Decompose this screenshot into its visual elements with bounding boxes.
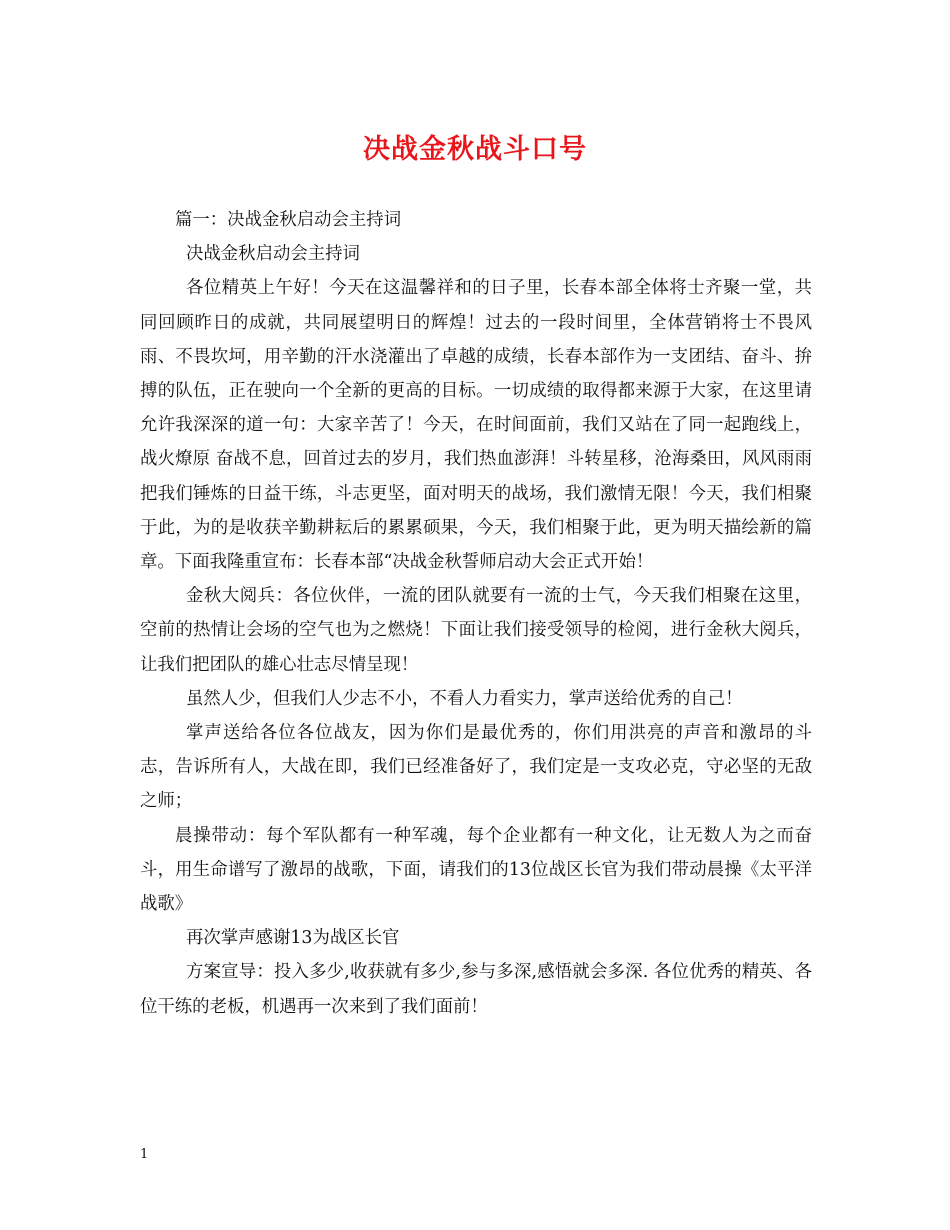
paragraph-plan-promotion: 方案宣导：投入多少,收获就有多少,参与多深,感悟就会多深. 各位优秀的精英、各位干练的老板，机遇再一次来到了我们面前！ bbox=[140, 962, 812, 1017]
section-heading: 篇一：决战金秋启动会主持词 bbox=[175, 210, 402, 230]
paragraph-thanks: 再次掌声感谢13为战区长官 bbox=[186, 928, 400, 949]
paragraph-morning-exercise: 晨操带动：每个军队都有一种军魂，每个企业都有一种文化，让无数人为之而奋斗，用生命谱写了激昂的战歌，下面，请我们的13位战区长官为我们带动晨操《太平洋战歌》 bbox=[140, 825, 812, 915]
subheading: 决战金秋启动会主持词 bbox=[186, 244, 360, 265]
paragraph-applause-self: 虽然人少，但我们人少志不小，不看人力看实力，掌声送给优秀的自己！ bbox=[186, 688, 743, 709]
paragraph-applause-comrades: 掌声送给各位各位战友，因为你们是最优秀的，你们用洪亮的声音和激昂的斗志，告诉所有人，大战在即，我们已经准备好了，我们定是一支攻必克，守必坚的无敌之师； bbox=[140, 723, 812, 812]
document-title: 决战金秋战斗口号 bbox=[363, 134, 587, 165]
page-number: 1 bbox=[140, 1147, 149, 1162]
paragraph-parade: 金秋大阅兵：各位伙伴，一流的团队就要有一流的士气，今天我们相聚在这里，空前的热情让会场的空气也为之燃烧！下面让我们接受领导的检阅，进行金秋大阅兵，让我们把团队的雄心壮志尽情呈现！ bbox=[140, 586, 812, 675]
paragraph-opening: 各位精英上午好！今天在这温馨祥和的日子里，长春本部全体将士齐聚一堂，共同回顾昨日的成就，共同展望明日的辉煌！过去的一段时间里，全体营销将士不畏风雨、不畏坎坷，用辛勤的汗水浇灌出了卓越的成绩，长春本部作为一支团结、奋斗、拚搏的队伍，正在驶向一个全新的更高的目标。一切成绩的取得都来源于大家，在这里请允许我深深的道一句：大家辛苦了！今天，在时间面前，我们又站在了同一起跑线上，战火燎原 奋战不息，回首过去的岁月，我们热血澎湃！斗转星移，沧海桑田，风风雨雨把我们锤炼的日益干练，斗志更坚，面对明天的战场，我们激情无限！今天，我们相聚于此，为的是收获辛勤耕耘后的累累硕果，今天，我们相聚于此，更为明天描绘新的篇章。下面我隆重宣布：长春本部“决战金秋誓师启动大会正式开始！ bbox=[140, 278, 812, 573]
document-body bbox=[140, 203, 812, 1024]
